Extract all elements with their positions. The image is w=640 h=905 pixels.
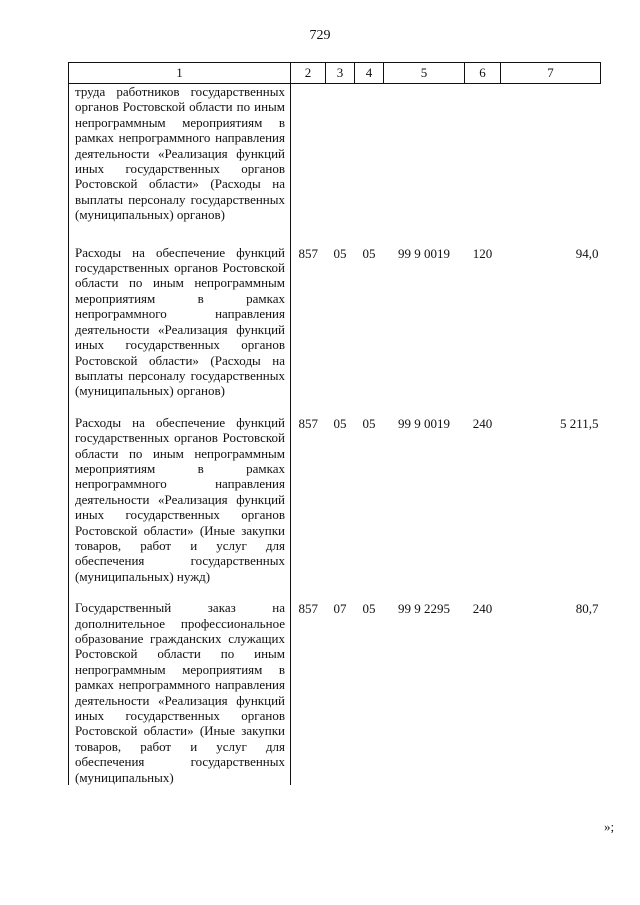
closing-quote-mark: »; xyxy=(604,819,615,834)
ministry-code-cell: 857 xyxy=(298,415,318,431)
table-row xyxy=(69,84,601,245)
column-header: 2 xyxy=(291,63,326,84)
section-code-cell: 07 xyxy=(333,601,347,617)
section-code-cell: 05 xyxy=(333,415,347,431)
subsection-code-cell: 05 xyxy=(362,245,376,261)
expense-type-cell: 240 xyxy=(472,601,493,617)
column-header: 6 xyxy=(465,63,501,84)
page-number: 729 xyxy=(309,28,331,43)
budget-table xyxy=(68,62,601,785)
column-header: 3 xyxy=(326,63,355,84)
subsection-code-cell: 05 xyxy=(362,601,376,617)
subsection-code-cell xyxy=(355,84,384,245)
column-header: 7 xyxy=(501,63,601,84)
ministry-code-cell xyxy=(291,84,326,245)
target-code-cell: 99 9 0019 xyxy=(398,245,450,261)
section-code-cell xyxy=(326,84,355,245)
column-header: 5 xyxy=(384,63,465,84)
table-row xyxy=(69,245,601,415)
expense-name-cell: Государственный заказ на дополнительное профессиональное образование гражданских служащих Ростовской области по иным непрограммным мероприятиям в рамках непрограммного направления деятельности «Реализация функций иных государственных органов Ростовской области» (Иные закупки товаров, работ и услуг для обеспечения государственных (муниципальных) xyxy=(69,600,291,785)
target-code-cell: 99 9 0019 xyxy=(398,415,450,431)
column-header: 4 xyxy=(355,63,384,84)
target-code-cell xyxy=(384,84,465,245)
amount-cell xyxy=(501,84,601,245)
expense-name-cell: Расходы на обеспечение функций государственных органов Ростовской области по иным непрограммным мероприятиям в рамках непрограммного направления деятельности «Реализация функций иных государственных органов Ростовской области» (Расходы на выплаты персоналу государственных (муниципальных) органов) xyxy=(69,245,291,415)
expense-type-cell: 120 xyxy=(472,245,493,261)
amount-cell: 94,0 xyxy=(575,245,599,261)
subsection-code-cell: 05 xyxy=(362,415,376,431)
expense-name-cell: Расходы на обеспечение функций государственных органов Ростовской области по иным непрограммным мероприятиям в рамках непрограммного направления деятельности «Реализация функций иных государственных органов Ростовской области» (Иные закупки товаров, работ и услуг для обеспечения государственных (муниципальных) нужд) xyxy=(69,415,291,600)
table-row xyxy=(69,415,601,600)
column-header: 1 xyxy=(69,63,291,84)
section-code-cell: 05 xyxy=(333,245,347,261)
expense-type-cell: 240 xyxy=(472,415,493,431)
target-code-cell: 99 9 2295 xyxy=(398,601,450,617)
header-row xyxy=(69,63,601,84)
expense-name-cell: труда работников государственных органов Ростовской области по иным непрограммным мероприятиям в рамках непрограммного направления деятельности «Реализация функций иных государственных органов Ростовской области» (Расходы на выплаты персоналу государственных (муниципальных) органов) xyxy=(69,84,291,245)
amount-cell: 5 211,5 xyxy=(559,415,599,431)
table-row xyxy=(69,600,601,785)
ministry-code-cell: 857 xyxy=(298,245,318,261)
expense-type-cell xyxy=(465,84,501,245)
ministry-code-cell: 857 xyxy=(298,601,318,617)
amount-cell: 80,7 xyxy=(575,601,599,617)
